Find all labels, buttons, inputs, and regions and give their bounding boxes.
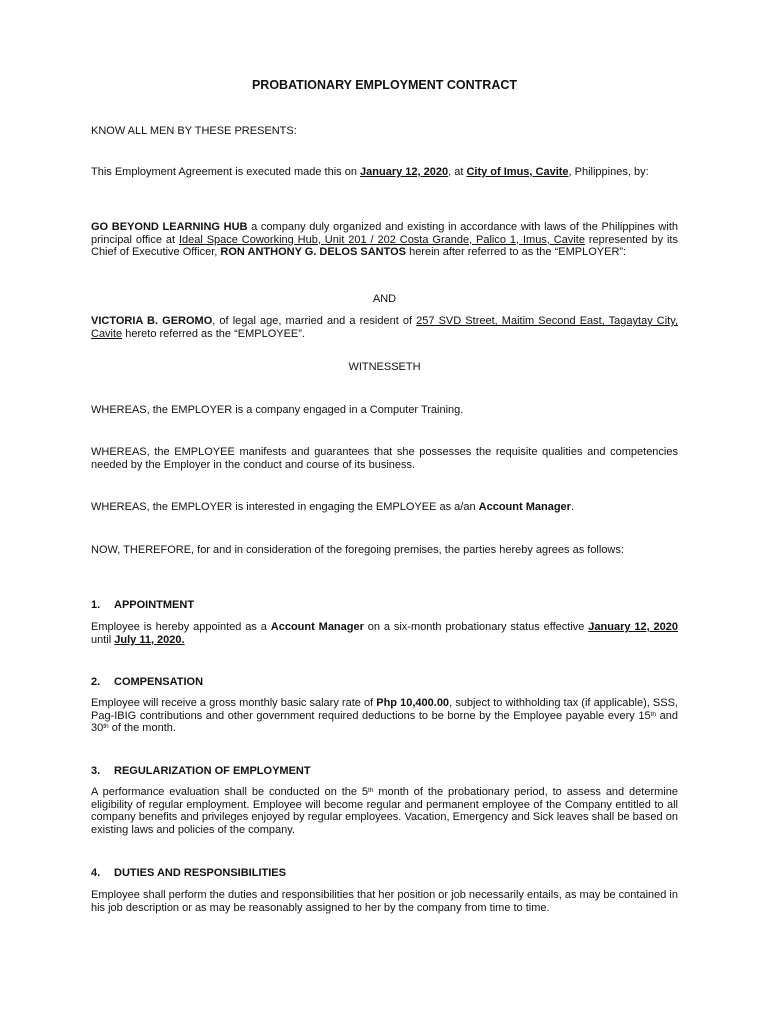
section-2-text: Employee will receive a gross monthly basic salary rate of Php 10,400.00, subject to withholding tax (if applicable), SSS, Pag-IBIG contributions and other government required deductions to be borne by the Employee payable every 15th and 30th of the month. (91, 697, 678, 735)
witnesseth-heading: WITNESSETH (348, 361, 421, 373)
contract-date: January 12, 2020 (360, 166, 449, 178)
employee-name: VICTORIA B. GEROMO (91, 315, 213, 327)
now-therefore-paragraph: NOW, THEREFORE, for and in consideration of the foregoing premises, the parties hereby agrees as follows: (91, 544, 624, 556)
employer-name: GO BEYOND LEARNING HUB (91, 221, 248, 233)
whereas-3: WHEREAS, the EMPLOYER is interested in engaging the EMPLOYEE as a/an Account Manager. (91, 501, 574, 513)
section-4-heading: 4. DUTIES AND RESPONSIBILITIES (91, 867, 286, 879)
salary-amount: Php 10,400.00 (376, 697, 450, 709)
employer-paragraph: GO BEYOND LEARNING HUB a company duly organized and existing in accordance with laws of the Philippines with principal office at Ideal Space Coworking Hub, Unit 201 / 202 Costa Grande, Palico 1, Imus, Cavite represented by its Chief of Executive Officer, RON ANTHONY G. DELOS SANTOS herein after referred to as the “EMPLOYER”: (91, 221, 678, 259)
whereas-1: WHEREAS, the EMPLOYER is a company engaged in a Computer Training. (91, 404, 464, 416)
start-date: January 12, 2020 (588, 621, 678, 633)
intro-paragraph: This Employment Agreement is executed made this on January 12, 2020, at City of Imus, Cavite, Philippines, by: (91, 166, 649, 178)
section-3-heading: 3. REGULARIZATION OF EMPLOYMENT (91, 765, 311, 777)
page-title: PROBATIONARY EMPLOYMENT CONTRACT (251, 78, 518, 92)
and-separator: AND (372, 293, 397, 305)
contract-place: City of Imus, Cavite (466, 166, 569, 178)
appointment-position: Account Manager (270, 621, 364, 633)
section-1-text: Employee is hereby appointed as a Account Manager on a six-month probationary status effective January 12, 2020 until July 11, 2020. (91, 621, 678, 646)
employee-paragraph: VICTORIA B. GEROMO, of legal age, married and a resident of 257 SVD Street, Maitim Second East, Tagaytay City, Cavite hereto referred as the “EMPLOYEE”. (91, 315, 678, 340)
opening-line: KNOW ALL MEN BY THESE PRESENTS: (91, 125, 297, 137)
section-1-heading: 1. APPOINTMENT (91, 599, 195, 611)
section-3-text: A performance evaluation shall be conducted on the 5th month of the probationary period, to assess and determine eligibility of regular employment. Employee will become regular and permanent employee of the Company entitled to all company benefits and privileges enjoyed by regular employees. Vacation, Emergency and Sick leaves shall be based on existing laws and policies of the company. (91, 786, 678, 836)
employer-ceo: RON ANTHONY G. DELOS SANTOS (220, 246, 407, 259)
section-2-heading: 2. COMPENSATION (91, 676, 204, 688)
employer-address: Ideal Space Coworking Hub, Unit 201 / 202 Costa Grande, Palico 1, Imus, Cavite (178, 233, 585, 246)
employee-address: 257 SVD Street, Maitim Second East, Tagaytay City, Cavite (91, 315, 678, 340)
end-date: July 11, 2020. (114, 633, 185, 646)
section-4-text: Employee shall perform the duties and responsibilities that her position or job necessarily entails, as may be contained in his job description or as may be reasonably assigned to her by the company from time to time. (91, 889, 678, 914)
whereas-2: WHEREAS, the EMPLOYEE manifests and guarantees that she possesses the requisite qualities and competencies needed by the Employer in the conduct and course of its business. (91, 446, 678, 471)
position-name: Account Manager (478, 501, 571, 513)
